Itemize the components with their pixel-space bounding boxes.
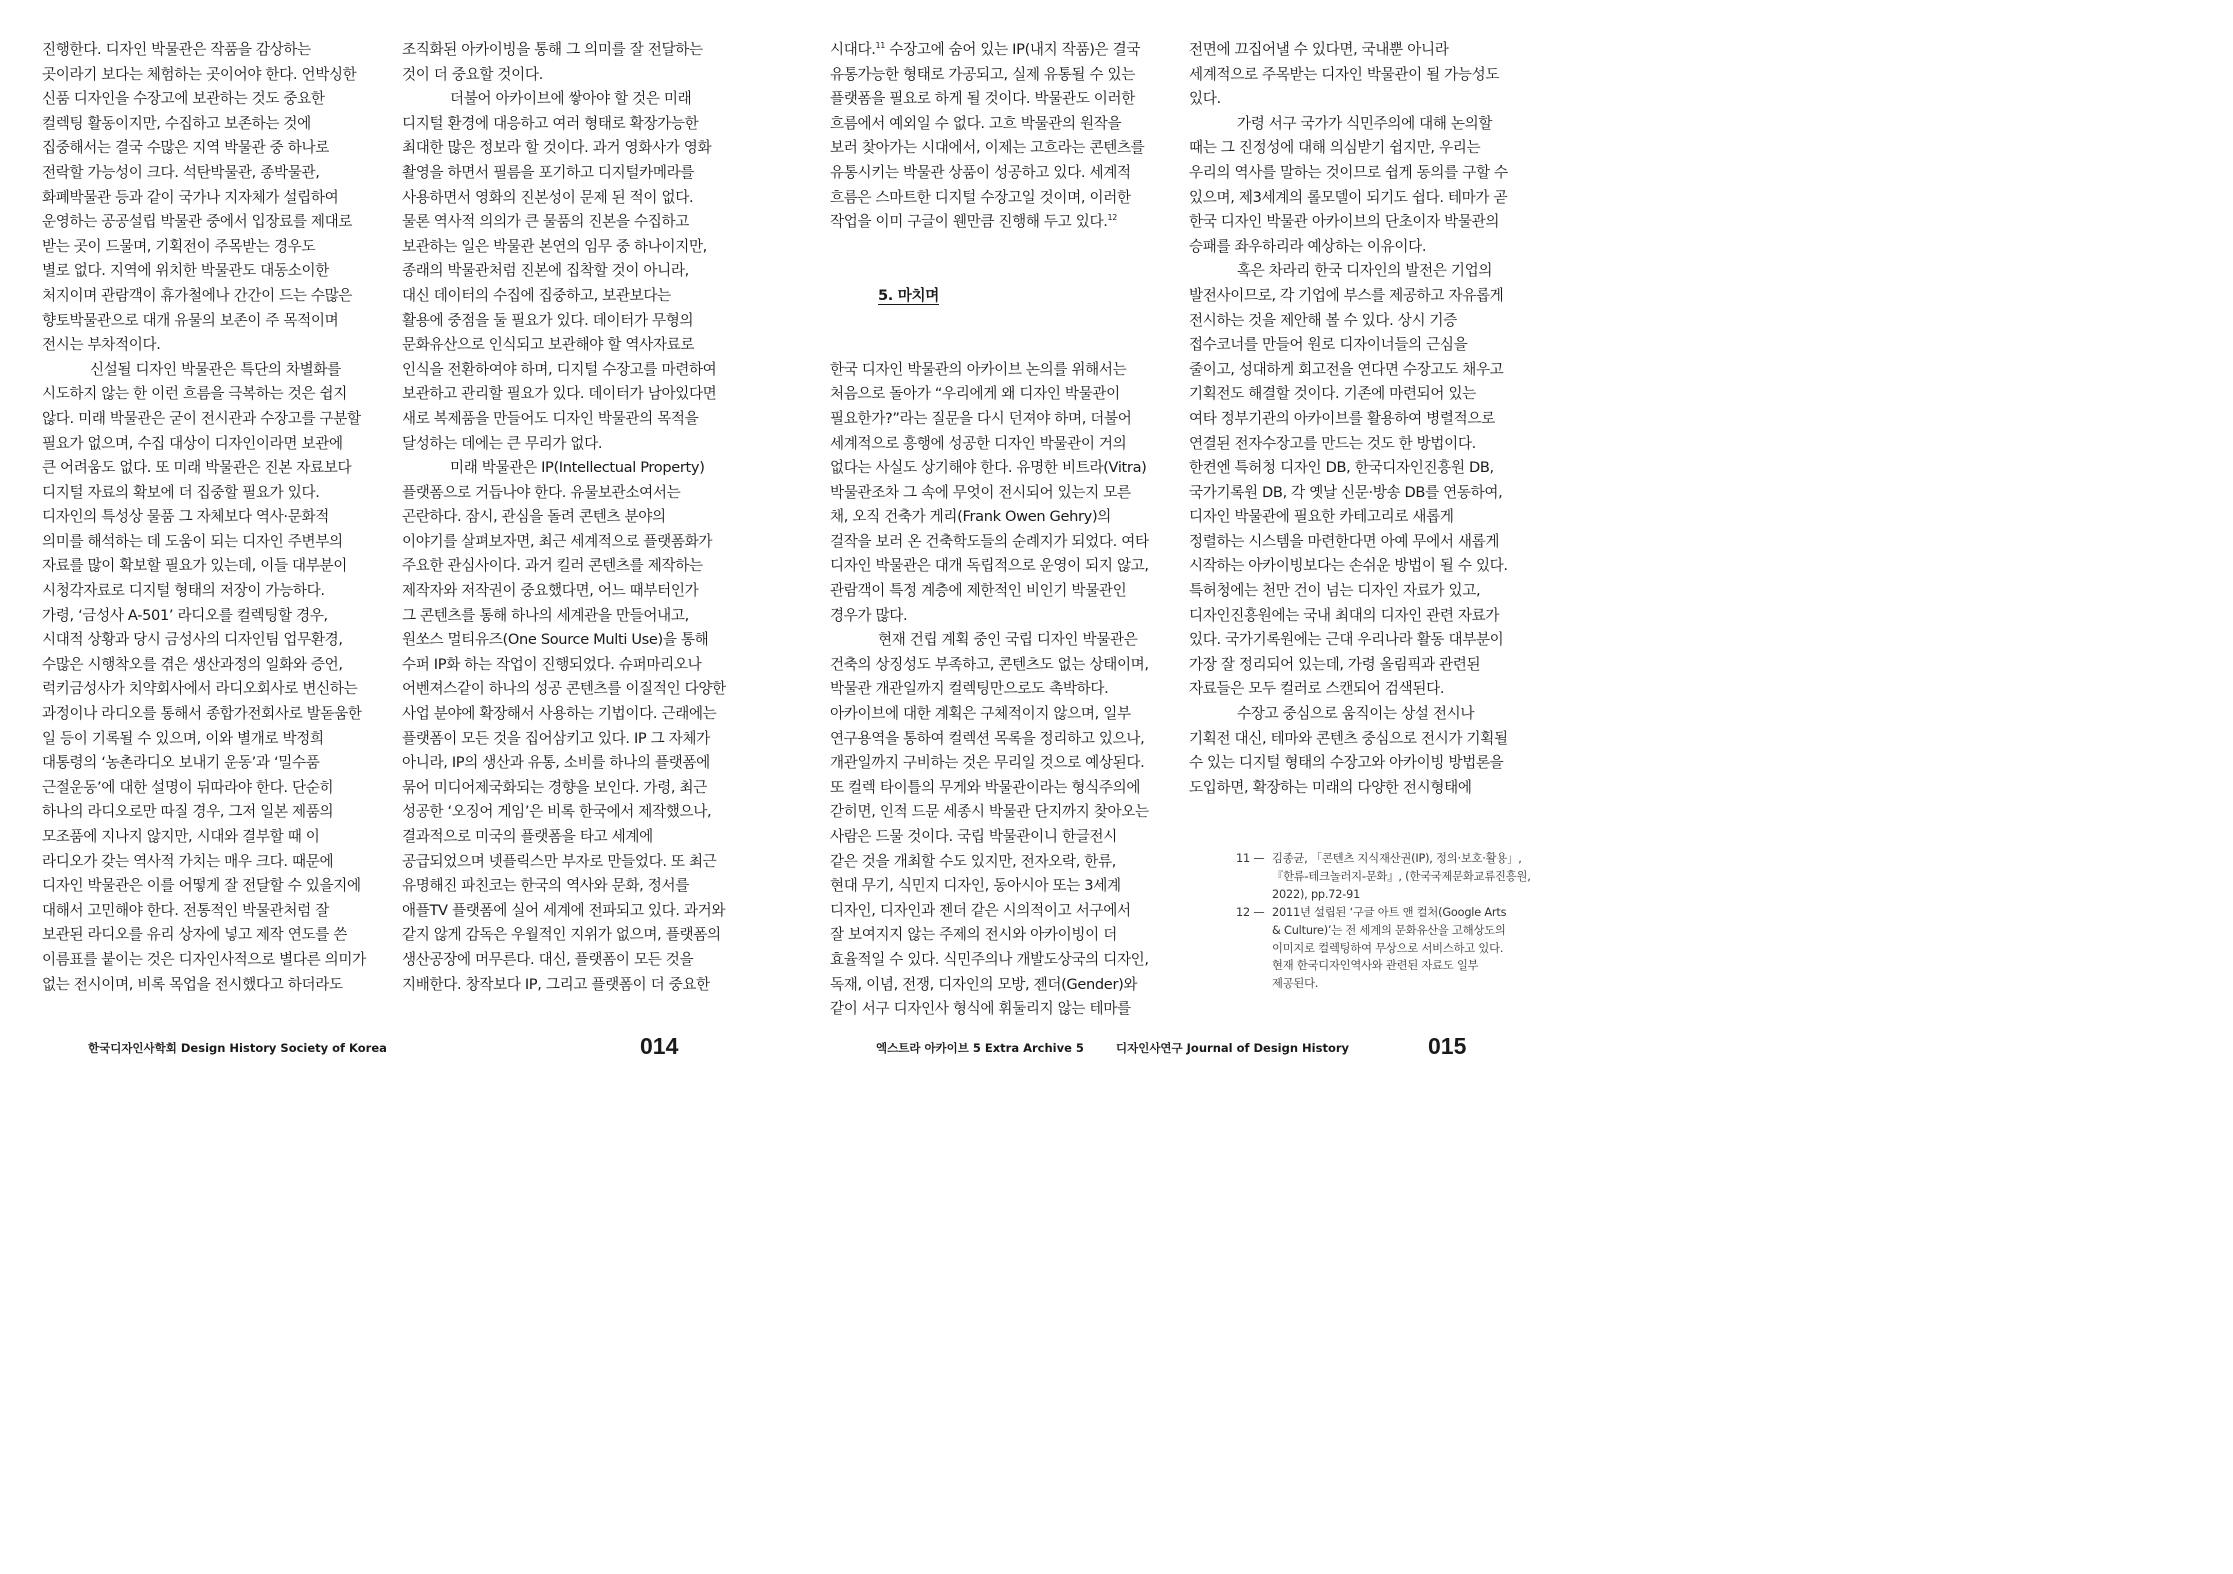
- paragraph-start-line: 현재 건립 계획 중인 국립 디자인 박물관은: [878, 631, 1138, 649]
- body-line: 효율적일 수 있다. 식민주의나 개발도상국의 디자인,: [830, 950, 1149, 968]
- body-line: 처지이며 관람객이 휴가철에나 간간이 드는 수많은: [42, 286, 353, 304]
- body-line: 문화유산으로 인식되고 보관해야 할 역사자료로: [402, 336, 695, 354]
- body-line: 유명해진 파친코는 한국의 역사와 문화, 정서를: [402, 877, 689, 895]
- body-line: [830, 210, 1149, 235]
- body-line: 특허청에는 천만 건이 넘는 디자인 자료가 있고,: [1189, 582, 1481, 600]
- body-line: 걸작을 보러 온 건축학도들의 순례지가 되었다. 여타: [830, 532, 1149, 550]
- footnote-line: 제공된다.: [1272, 977, 1319, 991]
- body-line: 세계적으로 흥행에 성공한 디자인 박물관이 거의: [830, 434, 1127, 452]
- body-line: 같이 서구 디자인사 형식에 휘둘리지 않는 테마를: [830, 1000, 1131, 1018]
- footer-series-title: 엑스트라 아카이브 5 Extra Archive 5: [876, 1041, 1084, 1055]
- body-line: 디자인진흥원에는 국내 최대의 디자인 관련 자료가: [1189, 606, 1500, 624]
- body-line: 곳이라기 보다는 체험하는 곳이어야 한다. 언박싱한: [42, 65, 357, 83]
- body-line: 신품 디자인을 수장고에 보관하는 것도 중요한: [42, 90, 325, 108]
- body-line: 디지털 환경에 대응하고 여러 형태로 확장가능한: [402, 114, 699, 132]
- body-line: 그 콘텐츠를 통해 하나의 세계관을 만들어내고,: [402, 606, 689, 624]
- body-line: 디자인 박물관은 대개 독립적으로 운영이 되지 않고,: [830, 557, 1149, 575]
- footnote-ref-12[interactable]: 12: [1107, 213, 1117, 223]
- footnote-line: & Culture)’는 전 세계의 문화유산을 고해상도의: [1272, 923, 1506, 937]
- right-page-column-2: [1189, 38, 1508, 800]
- body-line: 물론 역사적 의의가 큰 물품의 진본을 수집하고: [402, 213, 689, 231]
- body-line: 수 있는 디지털 형태의 수장고와 아카이빙 방법론을: [1189, 754, 1504, 772]
- body-line: 않다. 미래 박물관은 굳이 전시관과 수장고를 구분할: [42, 409, 361, 427]
- body-line: 화폐박물관 등과 같이 국가나 지자체가 설립하여: [42, 188, 339, 206]
- body-line: 자료들은 모두 컬러로 스캔되어 검색된다.: [1189, 680, 1445, 698]
- body-line: 라디오가 갖는 역사적 가치는 매우 크다. 때문에: [42, 852, 334, 870]
- body-line: 전면에 끄집어낼 수 있다면, 국내뿐 아니라: [1189, 41, 1449, 58]
- body-line: 발전사이므로, 각 기업에 부스를 제공하고 자유롭게: [1189, 286, 1504, 304]
- body-line: 성공한 ‘오징어 게임’은 비록 한국에서 제작했으나,: [402, 803, 712, 821]
- body-line: 현대 무기, 식민지 디자인, 동아시아 또는 3세계: [830, 877, 1121, 895]
- body-line: 있으며, 제3세계의 롤모델이 되기도 쉽다. 테마가 곧: [1189, 188, 1508, 206]
- body-line: 과정이나 라디오를 통해서 종합가전회사로 발돋움한: [42, 705, 362, 723]
- body-line: 갇히면, 인적 드문 세종시 박물관 단지까지 찾아오는: [830, 803, 1149, 821]
- body-line: 가장 잘 정리되어 있는데, 가령 올림픽과 관련된: [1189, 655, 1481, 673]
- spacer: [830, 259, 1149, 284]
- body-line: 있다. 국가기록원에는 근대 우리나라 활동 대부분이: [1189, 631, 1504, 649]
- body-line: 집중해서는 결국 수많은 지역 박물관 중 하나로: [42, 139, 329, 157]
- footer-journal-society: 한국디자인사학회 Design History Society of Korea: [88, 1041, 387, 1055]
- page-number-left: 014: [640, 1033, 679, 1059]
- footnote-line: 현재 한국디자인역사와 관련된 자료도 일부: [1272, 959, 1479, 973]
- body-line: 조직화된 아카이빙을 통해 그 의미를 잘 전달하는: [402, 41, 703, 58]
- body-line: 운영하는 공공설립 박물관 중에서 입장료를 제대로: [42, 213, 353, 231]
- body-line: 시도하지 않는 한 이런 흐름을 극복하는 것은 쉽지: [42, 385, 347, 403]
- body-line: 유통시키는 박물관 상품이 성공하고 있다. 세계적: [830, 163, 1131, 181]
- paragraph-start-line: 가령 서구 국가가 식민주의에 대해 논의할: [1237, 114, 1493, 132]
- right-page-column-1: [830, 38, 1149, 1022]
- body-line: 모조품에 지나지 않지만, 시대와 결부할 때 이: [42, 828, 320, 845]
- body-line: 향토박물관으로 대개 유물의 보존이 주 목적이며: [42, 311, 339, 329]
- body-line: 없는 전시이며, 비록 목업을 전시했다고 하더라도: [42, 975, 343, 993]
- body-line: 국가기록원 DB, 각 옛날 신문·방송 DB를 연동하여,: [1189, 483, 1503, 501]
- body-line: 새로 복제품을 만들어도 디자인 박물관의 목적을: [402, 409, 699, 427]
- body-line: 보관하고 관리할 필요가 있다. 데이터가 남아있다면: [402, 385, 717, 403]
- body-line: 자료를 많이 확보할 필요가 있는데, 이들 대부분이: [42, 557, 347, 575]
- footnote-line: 2022), pp.72-91: [1272, 887, 1361, 901]
- body-line: 처음으로 돌아가 “우리에게 왜 디자인 박물관이: [830, 385, 1120, 403]
- body-line: 활용에 중점을 둘 필요가 있다. 데이터가 무형의: [402, 311, 694, 329]
- body-line: 생산공장에 머무른다. 대신, 플랫폼이 모든 것을: [402, 950, 694, 968]
- body-line: 아카이브에 대한 계획은 구체적이지 않으며, 일부: [830, 705, 1131, 723]
- body-line: 줄이고, 성대하게 회고전을 연다면 수장고도 채우고: [1189, 360, 1504, 378]
- spacer: [830, 235, 1149, 260]
- body-line: 것이 더 중요할 것이다.: [402, 65, 543, 83]
- body-line: 촬영을 하면서 필름을 포기하고 디지털카메라를: [402, 163, 695, 181]
- body-line: 묶어 미디어제국화되는 경향을 보인다. 가령, 최근: [402, 778, 707, 796]
- body-line: 보러 찾아가는 시대에서, 이제는 고흐라는 콘텐츠를: [830, 139, 1145, 157]
- body-line: 연구용역을 통하여 컬렉션 목록을 정리하고 있으나,: [830, 729, 1145, 747]
- footer-journal-title: 디자인사연구 Journal of Design History: [1116, 1041, 1350, 1055]
- body-line: 보관된 라디오를 유리 상자에 넣고 제작 연도를 쓴: [42, 926, 347, 944]
- body-line: 박물관조차 그 속에 무엇이 전시되어 있는지 모른: [830, 483, 1131, 501]
- body-line: 우리의 역사를 말하는 것이므로 쉽게 동의를 구할 수: [1189, 163, 1508, 181]
- body-line: [830, 38, 1149, 63]
- body-line: 시작하는 아카이빙보다는 손쉬운 방법이 될 수 있다.: [1189, 557, 1508, 575]
- paragraph-start-line: 혹은 차라리 한국 디자인의 발전은 기업의: [1237, 262, 1493, 280]
- body-line: 하나의 라디오로만 따질 경우, 그저 일본 제품의: [42, 803, 334, 821]
- footnote-11: [1236, 850, 1531, 903]
- body-line: 수많은 시행착오를 겪은 생산과정의 일화와 증언,: [42, 655, 343, 673]
- body-line: 있다.: [1189, 90, 1221, 108]
- body-line: 지배한다. 창작보다 IP, 그리고 플랫폼이 더 중요한: [402, 975, 710, 993]
- body-line: 없다는 사실도 상기해야 한다. 유명한 비트라(Vitra): [830, 459, 1147, 477]
- body-line: 진행한다. 디자인 박물관은 작품을 감상하는: [42, 41, 311, 58]
- body-line: 가령, ‘금성사 A-501’ 라디오를 컬렉팅할 경우,: [42, 606, 328, 624]
- body-line: 흐름은 스마트한 디지털 수장고일 것이며, 이러한: [830, 188, 1131, 206]
- body-line: 승패를 좌우하리라 예상하는 이유이다.: [1189, 237, 1427, 255]
- body-line: 컬렉팅 활동이지만, 수집하고 보존하는 것에: [42, 114, 311, 132]
- body-line: 공급되었으며 넷플릭스만 부자로 만들었다. 또 최근: [402, 852, 717, 870]
- body-line: 사람은 드물 것이다. 국립 박물관이니 한글전시: [830, 828, 1117, 845]
- body-line: 대통령의 ‘농촌라디오 보내기 운동’과 ‘밀수품: [42, 754, 320, 772]
- body-line: 애플TV 플랫폼에 실어 세계에 전파되고 있다. 과거와: [402, 901, 726, 919]
- body-line: 받는 곳이 드물며, 기획전이 주목받는 경우도: [42, 237, 316, 255]
- body-text: 작업을 이미 구글이 웬만큼 진행해 두고 있다.: [830, 213, 1108, 231]
- body-line: 디자인의 특성상 물품 그 자체보다 역사·문화적: [42, 508, 329, 526]
- body-line: 디자인 박물관에 필요한 카테고리로 새롭게: [1189, 508, 1454, 526]
- footnote-12: [1236, 904, 1506, 993]
- body-line: 달성하는 데에는 큰 무리가 없다.: [402, 434, 603, 452]
- body-line: 전시는 부차적이다.: [42, 336, 161, 354]
- body-line: 경우가 많다.: [830, 606, 908, 624]
- body-line: 이름표를 붙이는 것은 디자인사적으로 별다른 의미가: [42, 950, 366, 968]
- body-line: 어벤져스같이 하나의 성공 콘텐츠를 이질적인 다양한: [402, 680, 726, 698]
- body-line: 일 등이 기록될 수 있으며, 이와 별개로 박정희: [42, 729, 324, 747]
- body-line: 시청각자료로 디지털 형태의 저장이 가능하다.: [42, 582, 325, 600]
- body-line: 디지털 자료의 확보에 더 집중할 필요가 있다.: [42, 483, 320, 501]
- body-text: 시대다.: [830, 41, 876, 58]
- body-line: 대신 데이터의 수집에 집중하고, 보관보다는: [402, 286, 671, 304]
- body-line: 전시하는 것을 제안해 볼 수 있다. 상시 기증: [1189, 311, 1458, 329]
- body-line: 보관하는 일은 박물관 본연의 임무 중 하나이지만,: [402, 237, 707, 255]
- body-line: 때는 그 진정성에 대해 의심받기 쉽지만, 우리는: [1189, 139, 1481, 157]
- body-line: 별로 없다. 지역에 위치한 박물관도 대동소이한: [42, 262, 329, 280]
- body-line: 플랫폼을 필요로 하게 될 것이다. 박물관도 이러한: [830, 90, 1135, 108]
- left-page-column-2: [402, 38, 726, 997]
- page-number-right: 015: [1428, 1033, 1467, 1059]
- body-line: 인식을 전환하여야 하며, 디지털 수장고를 마련하여: [402, 360, 717, 378]
- body-line: 이야기를 살펴보자면, 최근 세계적으로 플랫폼화가: [402, 532, 713, 550]
- body-line: 한국 디자인 박물관 아카이브의 단초이자 박물관의: [1189, 213, 1500, 231]
- body-line: 필요한가?”라는 질문을 다시 던져야 하며, 더불어: [830, 409, 1132, 427]
- body-line: 수퍼 IP화 하는 작업이 진행되었다. 슈퍼마리오나: [402, 655, 702, 673]
- body-line: 같지 않게 감독은 우월적인 지위가 없으며, 플랫폼의: [402, 926, 721, 944]
- body-line: 아니라, IP의 생산과 유통, 소비를 하나의 플랫폼에: [402, 754, 710, 772]
- body-line: 채, 오직 건축가 게리(Frank Owen Gehry)의: [830, 508, 1112, 526]
- body-line: 전락할 가능성이 크다. 석탄박물관, 종박물관,: [42, 163, 320, 181]
- footnote-line: 김종균, 「콘텐츠 지식재산권(IP), 정의·보호·활용」,: [1272, 852, 1522, 865]
- body-line: 한국 디자인 박물관의 아카이브 논의를 위해서는: [830, 360, 1127, 378]
- paragraph-start-line: 신설될 디자인 박물관은 특단의 차별화를: [90, 360, 341, 378]
- body-line: 필요가 없으며, 수집 대상이 디자인이라면 보관에: [42, 434, 343, 452]
- body-line: 개관일까지 구비하는 것은 무리일 것으로 예상된다.: [830, 754, 1145, 772]
- footnote-line: 『한류-테크놀러지-문화』, (한국국제문화교류진흥원,: [1272, 869, 1531, 883]
- footnote-number: 11 —: [1236, 852, 1265, 865]
- body-line: 원쏘스 멀티유즈(One Source Multi Use)을 통해: [402, 631, 709, 649]
- body-line: 연결된 전자수장고를 만드는 것도 한 방법이다.: [1189, 434, 1476, 452]
- body-line: 의미를 해석하는 데 도움이 되는 디자인 주변부의: [42, 532, 343, 550]
- section-heading-text: 5. 마치며: [878, 286, 939, 304]
- body-line: 박물관 개관일까지 컬렉팅만으로도 촉박하다.: [830, 680, 1109, 698]
- body-line: 여타 정부기관의 아카이브를 활용하여 병렬적으로: [1189, 409, 1495, 427]
- body-line: 곤란하다. 잠시, 관심을 돌려 콘텐츠 분야의: [402, 508, 666, 526]
- body-line: 세계적으로 주목받는 디자인 박물관이 될 가능성도: [1189, 65, 1500, 83]
- paragraph-start-line: 더불어 아카이브에 쌓아야 할 것은 미래: [450, 90, 692, 108]
- body-line: 디자인 박물관은 이를 어떻게 잘 전달할 수 있을지에: [42, 877, 361, 895]
- footnote-line: 이미지로 컬렉팅하여 무상으로 서비스하고 있다.: [1272, 941, 1504, 955]
- footnote-line: 2011년 설립된 ‘구글 아트 앤 컬처(Google Arts: [1272, 906, 1507, 919]
- body-line: 기획전도 해결할 것이다. 기존에 마련되어 있는: [1189, 385, 1476, 403]
- body-line: 관람객이 특정 계층에 제한적인 비인기 박물관인: [830, 582, 1127, 600]
- body-line: 최대한 많은 정보라 할 것이다. 과거 영화사가 영화: [402, 139, 712, 157]
- spacer: [830, 333, 1149, 358]
- body-line: 플랫폼으로 거듭나야 한다. 유물보관소여서는: [402, 483, 681, 501]
- body-line: 건축의 상징성도 부족하고, 콘텐츠도 없는 상태이며,: [830, 655, 1149, 673]
- body-line: 제작자와 저작권이 중요했다면, 어느 때부터인가: [402, 582, 699, 600]
- body-line: 같은 것을 개최할 수도 있지만, 전자오락, 한류,: [830, 852, 1117, 870]
- body-line: 럭키금성사가 치약회사에서 라디오회사로 변신하는: [42, 680, 358, 698]
- body-line: 시대적 상황과 당시 금성사의 디자인팀 업무환경,: [42, 631, 343, 649]
- body-line: 근절운동’에 대한 설명이 뒤따라야 한다. 단순히: [42, 778, 334, 796]
- body-line: 플랫폼이 모든 것을 집어삼키고 있다. IP 그 자체가: [402, 729, 710, 747]
- paragraph-start-line: 수장고 중심으로 움직이는 상설 전시나: [1237, 705, 1475, 723]
- body-line: 독재, 이념, 전쟁, 디자인의 모방, 젠더(Gender)와: [830, 975, 1138, 993]
- body-line: 사용하면서 영화의 진본성이 문제 된 적이 없다.: [402, 188, 694, 206]
- body-line: 대해서 고민해야 한다. 전통적인 박물관처럼 잘: [42, 901, 329, 919]
- footnote-ref-11[interactable]: 11: [875, 41, 886, 51]
- body-line: 사업 분야에 확장해서 사용하는 기법이다. 근래에는: [402, 705, 717, 723]
- left-page-column-1: [42, 38, 366, 997]
- body-line: 결과적으로 미국의 플랫폼을 타고 세계에: [402, 828, 653, 845]
- body-line: 흐름에서 예외일 수 없다. 고흐 박물관의 원작을: [830, 114, 1122, 132]
- body-line: 큰 어려움도 없다. 또 미래 박물관은 진본 자료보다: [42, 459, 352, 477]
- footnote-number: 12 —: [1236, 906, 1265, 919]
- body-line: 주요한 관심사이다. 과거 킬러 콘텐츠를 제작하는: [402, 557, 703, 575]
- body-line: 한켠엔 특허청 디자인 DB, 한국디자인진흥원 DB,: [1189, 459, 1494, 477]
- body-line: 기획전 대신, 테마와 콘텐츠 중심으로 전시가 기획될: [1189, 729, 1508, 747]
- body-text: 수장고에 숨어 있는 IP(내지 작품)은 결국: [885, 41, 1141, 58]
- body-line: 디자인, 디자인과 젠더 같은 시의적이고 서구에서: [830, 901, 1131, 919]
- body-line: 종래의 박물관처럼 진본에 집착할 것이 아니라,: [402, 262, 689, 280]
- body-line: 정렬하는 시스템을 마련한다면 아예 무에서 새롭게: [1189, 532, 1500, 550]
- body-line: 또 컬렉 타이틀의 무게와 박물관이라는 형식주의에: [830, 778, 1141, 796]
- body-line: 잘 보여지지 않는 주제의 전시와 아카이빙이 더: [830, 926, 1117, 944]
- body-line: 도입하면, 확장하는 미래의 다양한 전시형태에: [1189, 778, 1472, 796]
- section-heading: [830, 284, 1149, 309]
- body-line: 접수코너를 만들어 원로 디자이너들의 근심을: [1189, 336, 1468, 354]
- body-line: 유통가능한 형태로 가공되고, 실제 유통될 수 있는: [830, 65, 1135, 83]
- spacer: [830, 309, 1149, 334]
- paragraph-start-line: 미래 박물관은 IP(Intellectual Property): [450, 459, 705, 477]
